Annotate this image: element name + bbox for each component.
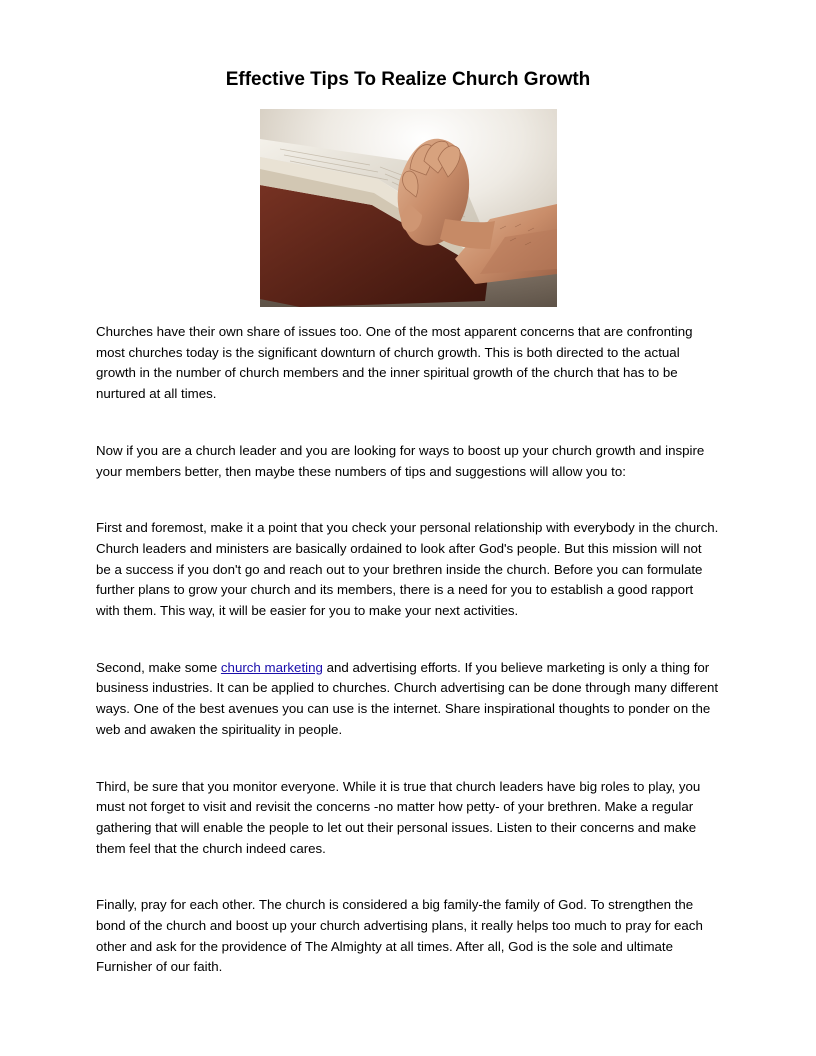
article-body [96,322,720,1014]
paragraph-first-tip: First and foremost, make it a point that you check your personal relationship with everybody in the church. Church leaders and ministers are basically ordained to look after God's people. But this mission will not be a success if you don't go and reach out to your brethren inside the church. Before you can formulate further plans to grow your church and its members, there is a need for you to establish a good rapport with them. This way, it will be easier for you to make your next activities. [96,520,719,619]
paragraph-third-tip: Third, be sure that you monitor everyone. While it is true that church leaders have big roles to play, you must not forget to visit and revisit the concerns -no matter how petty- of your brethren. Make a regular gathering that will enable the people to let out their personal issues. Listen to their concerns and make them feel that the church indeed cares. [96,778,701,856]
page-title: Effective Tips To Realize Church Growth [225,69,591,90]
praying-hands-over-bible-photo [260,109,557,307]
paragraph-intro: Churches have their own share of issues too. One of the most apparent concerns that are confronting most churches today is the significant downturn of church growth. This is both directed to the actual growth in the number of church members and the inner spiritual growth of the church that has to be nurtured at all times. [96,324,693,402]
paragraph-final-tip: Finally, pray for each other. The church is considered a big family-the family of God. To strengthen the bond of the church and boost up your church advertising plans, it really helps too much to pray for each other and ask for the providence of The Almighty at all times. After all, God is the sole and ultimate Furnisher of our faith. [96,897,703,975]
paragraph-second-tip [96,658,720,741]
paragraph-second-tip-after: and advertising efforts. If you believe marketing is only a thing for business industries. It can be applied to churches. Church advertising can be done through many different ways. One of the best avenues you can use is the internet. Share inspirational thoughts to ponder on the web and awaken the spirituality in people. [96,659,719,737]
church-marketing-link[interactable]: church marketing [220,659,323,675]
paragraph-second-tip-before: Second, make some [96,659,221,675]
paragraph-leaders: Now if you are a church leader and you are looking for ways to boost up your church growth and inspire your members better, then maybe these numbers of tips and suggestions will allow you to: [96,442,705,479]
